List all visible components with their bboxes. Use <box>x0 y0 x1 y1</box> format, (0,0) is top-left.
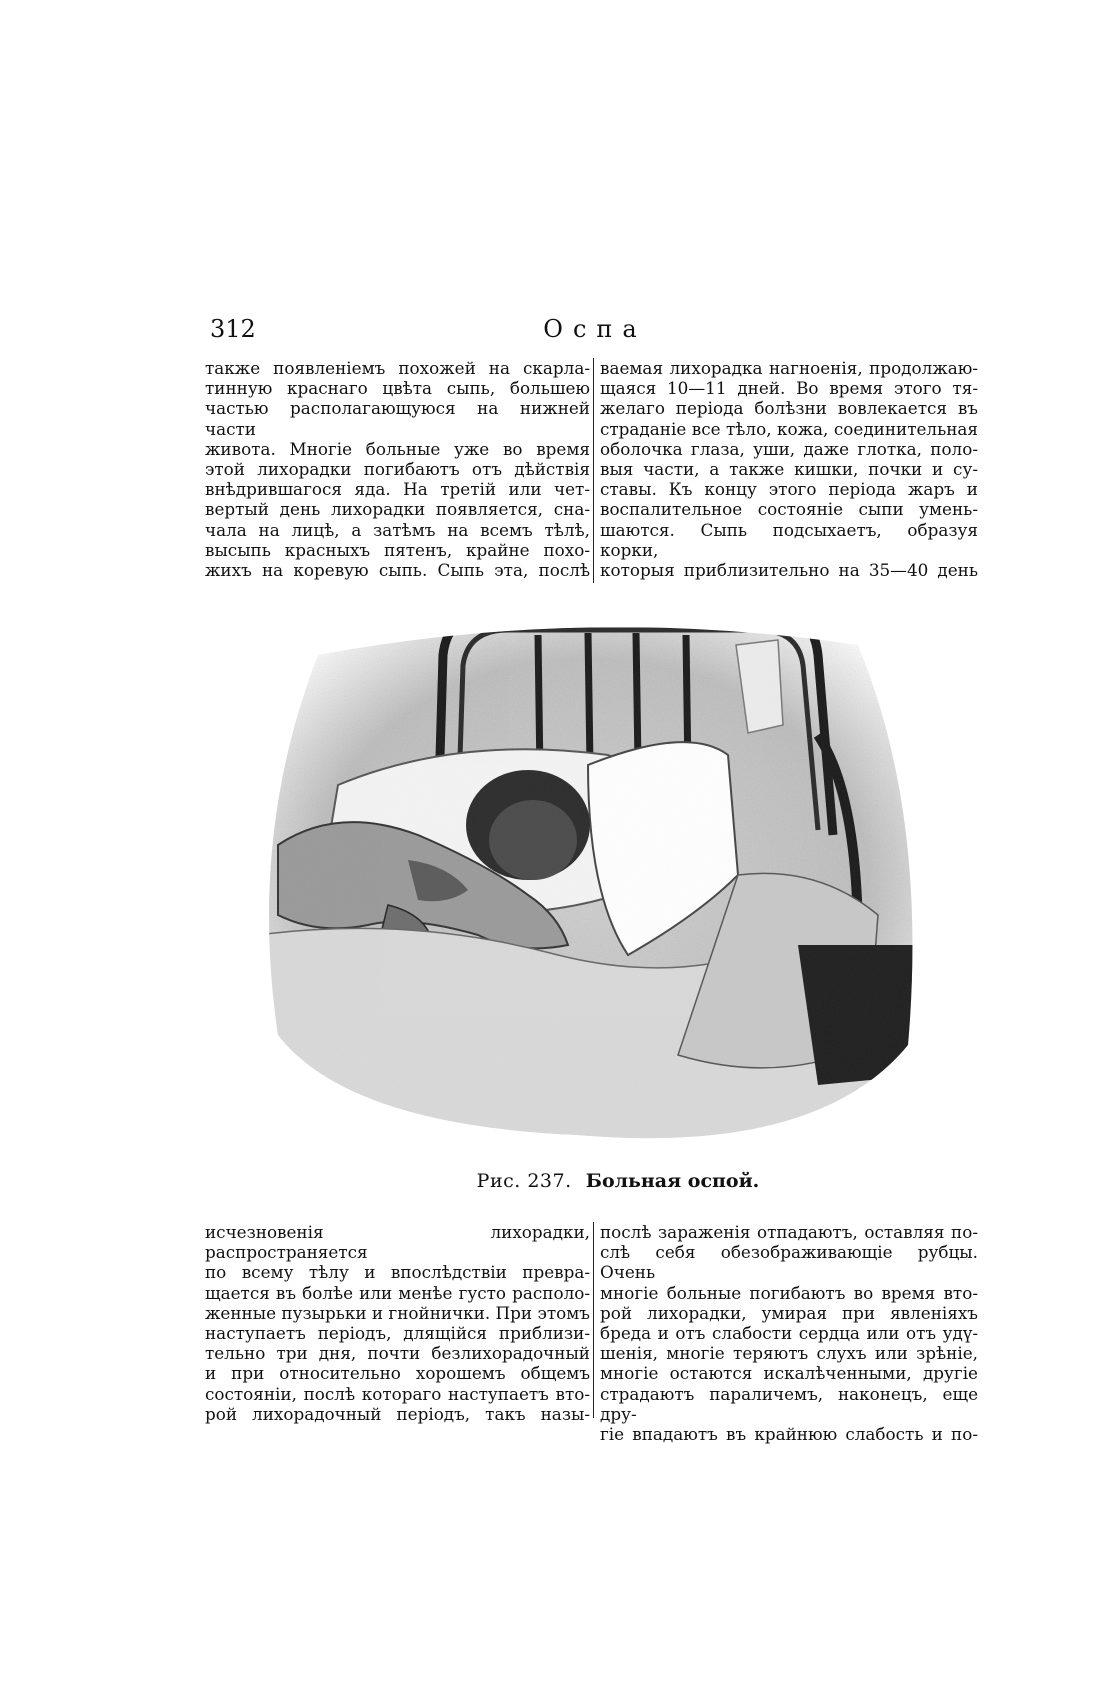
page-number: 312 <box>210 315 256 343</box>
text-line: внѣдрившагося яда. На третій или чет- <box>205 479 590 500</box>
text-line: высыпь красныхъ пятенъ, крайне похо- <box>205 539 590 560</box>
text-line: жихъ на коревую сыпь. Сыпь эта, послѣ <box>205 560 590 581</box>
text-line: страдаютъ параличемъ, наконецъ, еще дру- <box>600 1383 978 1424</box>
text-column-top-left <box>205 358 590 580</box>
text-line: тельно три дня, почти безлихорадочный <box>205 1343 590 1364</box>
text-line: шаются. Сыпь подсыхаетъ, образуя корки, <box>600 519 978 560</box>
text-line: гіе впадаютъ въ крайнюю слабость и по- <box>600 1424 978 1445</box>
text-column-bottom-right <box>600 1222 978 1444</box>
text-line: также появленіемъ похожей на скарла- <box>205 358 590 378</box>
text-line: воспалительное состояніе сыпи умень- <box>600 499 978 520</box>
text-line: этой лихорадки погибаютъ отъ дѣйствія <box>205 459 590 480</box>
text-line: исчезновенія лихорадки, распространяется <box>205 1222 590 1263</box>
text-line: и при относительно хорошемъ общемъ <box>205 1363 590 1384</box>
text-line: тинную краснаго цвѣта сыпь, большею <box>205 378 590 399</box>
text-line: состояніи, послѣ котораго наступаетъ вто- <box>205 1383 590 1404</box>
figure-label: Рис. 237. <box>476 1170 572 1192</box>
figure-caption <box>258 1170 978 1192</box>
text-column-top-right <box>600 358 978 580</box>
column-divider-bottom <box>593 1222 594 1418</box>
text-line: рой лихорадочный періодъ, такъ назы- <box>205 1403 590 1424</box>
page-header <box>210 315 980 355</box>
text-line: вертый день лихорадки появляется, сна- <box>205 499 590 520</box>
text-line: женные пузырьки и гнойнички. При этомъ <box>205 1302 590 1323</box>
text-line: чала на лицѣ, а затѣмъ на всемъ тѣлѣ, <box>205 519 590 540</box>
text-line: страданіе все тѣло, кожа, соединительная <box>600 418 978 439</box>
text-line: оболочка глаза, уши, даже глотка, поло- <box>600 438 978 459</box>
running-title: Оспа <box>543 315 647 343</box>
text-line: послѣ зараженія отпадаютъ, оставляя по- <box>600 1222 978 1242</box>
figure-photo <box>258 615 923 1155</box>
text-line: которыя приблизительно на 35—40 день <box>600 560 978 581</box>
text-column-bottom-left <box>205 1222 590 1424</box>
text-line: многіе больные погибаютъ во время вто- <box>600 1282 978 1303</box>
text-line: рой лихорадки, умирая при явленіяхъ <box>600 1302 978 1323</box>
figure-title: Больная оспой. <box>585 1170 760 1192</box>
text-line: по всему тѣлу и впослѣдствіи превра- <box>205 1262 590 1283</box>
text-line: ставы. Къ концу этого періода жаръ и <box>600 479 978 500</box>
photo-patient-in-bed <box>258 615 923 1155</box>
text-line: живота. Многіе больные уже во время <box>205 438 590 459</box>
text-line: щается въ болѣе или менѣе густо располо- <box>205 1282 590 1303</box>
text-line: бреда и отъ слабости сердца или отъ удү- <box>600 1323 978 1344</box>
text-line: щаяся 10—11 дней. Во время этого тя- <box>600 378 978 399</box>
text-line: ваемая лихорадка нагноенія, продолжаю- <box>600 358 978 378</box>
text-line: многіе остаются искалѣченными, другіе <box>600 1363 978 1384</box>
text-line: выя части, а также кишки, почки и су- <box>600 459 978 480</box>
column-divider-top <box>593 358 594 583</box>
text-line: желаго періода болѣзни вовлекается въ <box>600 398 978 419</box>
text-line: частью располагающуюся на нижней части <box>205 398 590 439</box>
text-line: наступаетъ періодъ, длящійся приблизи- <box>205 1323 590 1344</box>
text-line: слѣ себя обезображивающіе рубцы. Очень <box>600 1242 978 1283</box>
text-line: шенія, многіе теряютъ слухъ или зрѣніе, <box>600 1343 978 1364</box>
